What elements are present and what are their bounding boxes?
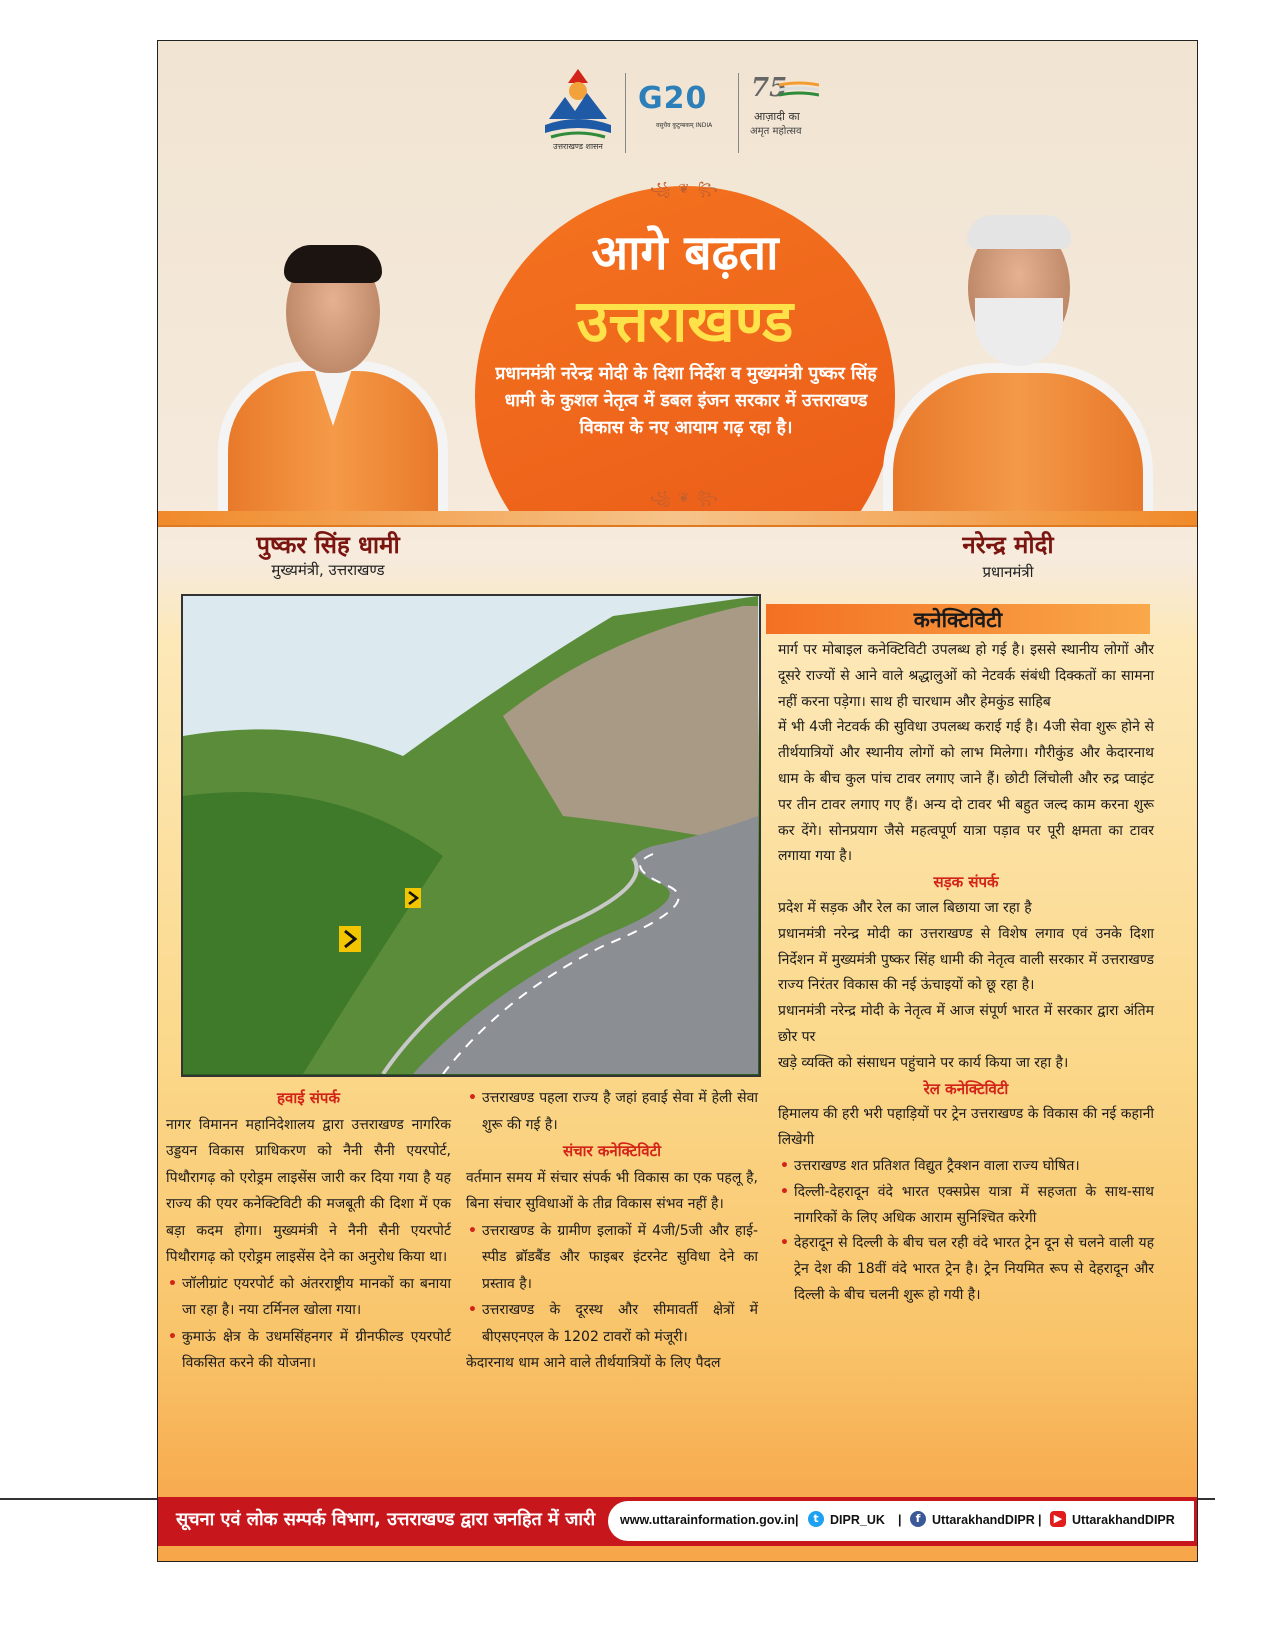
g20-logo: G20 [638, 81, 708, 116]
communication-column [466, 1085, 758, 1377]
poster [157, 40, 1198, 1562]
pm-jacket [893, 373, 1143, 513]
connectivity-heading: कनेक्टिविटी [913, 608, 1003, 632]
g20-tagline: वसुधैव कुटुम्बकम् INDIA [656, 122, 713, 129]
mountain-road-illustration [183, 596, 758, 1074]
rail-para-1: हिमालय की हरी भरी पहाड़ियों पर ट्रेन उत्तराखण्ड के विकास की नई कहानी लिखेगी [778, 1106, 1154, 1149]
air-connectivity-column [166, 1085, 451, 1377]
prime-minister-role: प्रधानमंत्री [982, 563, 1034, 581]
road-heading: सड़क संपर्क [933, 873, 999, 892]
azadi-75-logo: 75 [751, 73, 788, 103]
communication-para-1: वर्तमान समय में संचार संपर्क भी विकास का एक पहलू है, बिना संचार सुविधाओं के तीव्र विकास संभव नहीं है। [466, 1169, 758, 1212]
prime-minister-name: नरेन्द्र मोदी [962, 531, 1054, 559]
mountain-road-photo [181, 594, 761, 1077]
air-bullet-1: • जॉलीग्रांट एयरपोर्ट को अंतरराष्ट्रीय मानकों का बनाया जा रहा है। नया टर्मिनल खोला गया। [166, 1271, 451, 1324]
hero-title-line-1: आगे बढ़ता [591, 225, 779, 281]
twitter-handle[interactable]: DIPR_UK [830, 1513, 885, 1527]
azadi-line-1: आज़ादी का [754, 110, 800, 123]
air-heading: हवाई संपर्क [277, 1089, 340, 1107]
rail-bullet-2: • दिल्ली-देहरादून वंदे भारत एक्सप्रेस यात्रा में सहजता के साथ-साथ नागरिकों के लिए अधिक आराम सुनिश्चित करेगी [778, 1180, 1154, 1232]
heli-service-bullet: • उत्तराखण्ड पहला राज्य है जहां हवाई सेवा में हेली सेवा शुरू की गई है। [466, 1085, 758, 1138]
road-para-3: प्रधानमंत्री नरेन्द्र मोदी के नेतृत्व में आज संपूर्ण भारत में सरकार द्वारा अंतिम छोर पर [778, 1003, 1154, 1045]
footer-separator: | [898, 1513, 902, 1527]
twitter-icon[interactable]: t [808, 1511, 824, 1527]
connectivity-para-2: में भी 4जी नेटवर्क की सुविधा उपलब्ध कराई गई है। 4जी सेवा शुरू होने से तीर्थयात्रियों और स्थानीय लोगों को लाभ मिलेगा। गौरीकुंड और केदारनाथ धाम के बीच कुल पांच टावर लगाए जाने हैं। छोटी लिंचोली और रुद्र प्वाइंट पर तीन टावर लगाए गए हैं। अन्य दो टावर भी बहुत जल्द काम करना शुरू कर देंगे। सोनप्रयाग जैसे महत्वपूर्ण यात्रा पड़ाव पर पूरी क्षमता का टावर लगाया गया है। [778, 719, 1154, 865]
footer-separator: | [795, 1513, 799, 1527]
road-para-2: प्रधानमंत्री नरेन्द्र मोदी का उत्तराखण्ड से विशेष लगाव एवं उनके दिशा निर्देशन में मुख्यमंत्री पुष्कर सिंह धामी की नेतृत्व वाली सरकार में उत्तराखण्ड राज्य निरंतर विकास की नई ऊंचाइयों को छू रहा है। [778, 925, 1154, 994]
portrait-prime-minister [873, 203, 1163, 513]
azadi-line-2: अमृत महोत्सव [750, 126, 802, 137]
connectivity-para-1: मार्ग पर मोबाइल कनेक्टिविटी उपलब्ध हो गई है। इससे स्थानीय लोगों और दूसरे राज्यों से आने वाले श्रद्धालुओं को नेटवर्क संबंधी दिक्कतों का सामना नहीं करना पड़ेगा। साथ ही चारधाम और हेमकुंड साहिब [778, 642, 1154, 710]
footer-issuer: सूचना एवं लोक सम्पर्क विभाग, उत्तराखण्ड द्वारा जनहित में जारी [176, 1509, 596, 1530]
ornament-bottom: ꧁ ❦ ꧂ [650, 491, 720, 506]
chief-minister-name: पुष्कर सिंह धामी [256, 531, 400, 559]
rail-bullet-1: • उत्तराखण्ड शत प्रतिशत विद्युत ट्रैक्शन वाला राज्य घोषित। [778, 1154, 1154, 1180]
website-link[interactable]: www.uttarainformation.gov.in [620, 1513, 795, 1527]
portrait-chief-minister [218, 241, 448, 516]
cm-hair [284, 245, 382, 283]
pm-beard [975, 298, 1063, 366]
page-rule-right [1198, 1498, 1215, 1500]
pm-hair [967, 215, 1071, 249]
communication-bullet-1: • उत्तराखण्ड के ग्रामीण इलाकों में 4जी/5जी और हाई- स्पीड ब्रॉडबैंड और फाइबर इंटरनेट सुविधा देने का प्रस्ताव है। [466, 1218, 758, 1298]
emblem-caption: उत्तराखण्ड शासन [553, 142, 603, 151]
chief-minister-role: मुख्यमंत्री, उत्तराखण्ड [271, 561, 385, 579]
road-para-1: प्रदेश में सड़क और रेल का जाल बिछाया जा रहा है [778, 899, 1032, 916]
name-band [158, 511, 1197, 525]
page-rule-left [0, 1498, 157, 1500]
hero-title-line-2: उत्तराखण्ड [576, 287, 794, 355]
hero-description: प्रधानमंत्री नरेन्द्र मोदी के दिशा निर्देश व मुख्यमंत्री पुष्कर सिंह धामी के कुशल नेतृत्व में डबल इंजन सरकार में उत्तराखण्ड विकास के नए आयाम गढ़ रहा है। [495, 364, 877, 438]
ornament-top: ꧁ ❦ ꧂ [650, 182, 720, 197]
youtube-handle[interactable]: UttarakhandDIPR [1072, 1513, 1175, 1527]
rail-heading: रेल कनेक्टिविटी [923, 1079, 1009, 1098]
name-band-line [158, 525, 1197, 527]
communication-para-2: केदारनाथ धाम आने वाले तीर्थयात्रियों के लिए पैदल [466, 1355, 721, 1371]
rail-bullet-3: • देहरादून से दिल्ली के बीच चल रही वंदे भारत ट्रेन दून से चलने वाली यह ट्रेन देश की 18वीं वंदे भारत ट्रेन है। ट्रेन नियमित रूप से देहरादून और दिल्ली के बीच चलनी शुरू हो गयी है। [778, 1231, 1154, 1308]
air-para-1: नागर विमानन महानिदेशालय द्वारा उत्तराखण्ड नागरिक उड्डयन विकास प्राधिकरण को नैनी सैनी एयरपोर्ट, पिथौरागढ़ को एरोड्रम लाइसेंस जारी कर दिया गया है यह राज्य की एयर कनेक्टिविटी की मजबूती की दिशा में एक बड़ा कदम होगा। मुख्यमंत्री ने नैनी सैनी एयरपोर्ट पिथौरागढ़ को एरोड्रम लाइसेंस देने का अनुरोध किया था। [166, 1116, 451, 1265]
connectivity-column [778, 638, 1154, 1309]
facebook-icon[interactable]: f [910, 1511, 926, 1527]
air-bullet-2: • कुमाऊं क्षेत्र के उधमसिंहनगर में ग्रीनफील्ड एयरपोर्ट विकसित करने की योजना। [166, 1324, 451, 1377]
footer-separator: | [1038, 1513, 1042, 1527]
facebook-handle[interactable]: UttarakhandDIPR [932, 1513, 1035, 1527]
youtube-icon[interactable]: ▶ [1050, 1511, 1066, 1527]
road-para-4: खड़े व्यक्ति को संसाधन पहुंचाने पर कार्य किया जा रहा है। [778, 1054, 1069, 1071]
communication-bullet-2: • उत्तराखण्ड के दूरस्थ और सीमावर्ती क्षेत्रों में बीएसएनएल के 1202 टावरों को मंजूरी। [466, 1297, 758, 1350]
communication-heading: संचार कनेक्टिविटी [562, 1142, 662, 1160]
